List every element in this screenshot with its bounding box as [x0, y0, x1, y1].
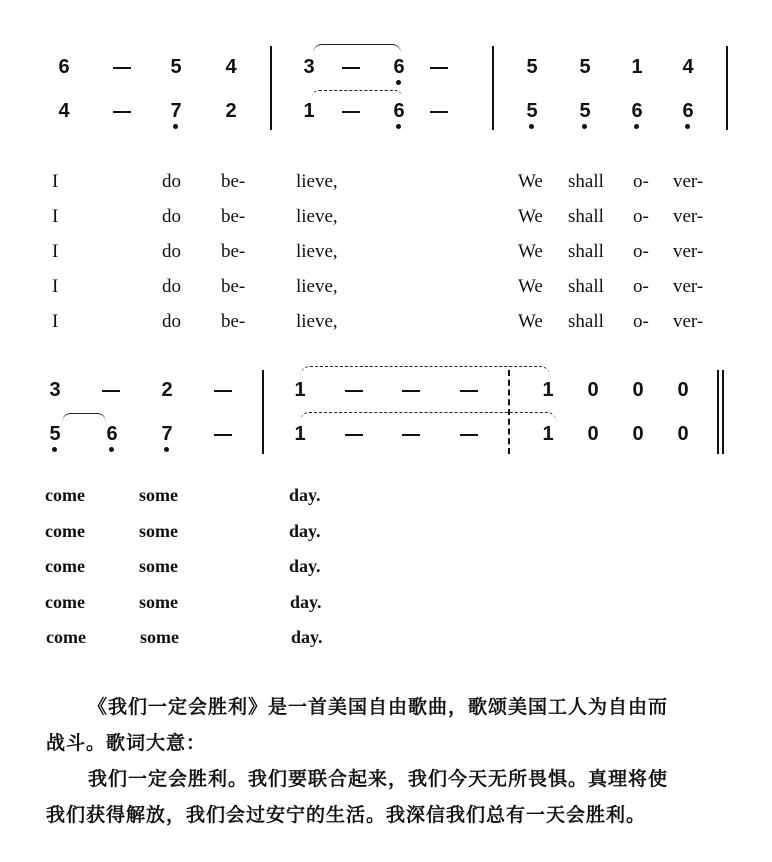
description-line: 我们一定会胜利。我们要联合起来，我们今天无所畏惧。真理将使 [88, 768, 669, 790]
note: 5 [49, 423, 61, 445]
lyric-syllable: I [52, 171, 59, 192]
lyric-syllable: lieve, [296, 311, 338, 332]
lyric-syllable: We [518, 206, 543, 227]
dash-extension [460, 390, 478, 392]
lyric-syllable: shall [568, 311, 604, 332]
lyric-syllable: We [518, 171, 543, 192]
lyric-syllable: ver- [673, 276, 704, 297]
lyric-syllable: some [140, 627, 179, 647]
note: 0 [632, 379, 644, 401]
dash-extension [214, 434, 232, 436]
low-octave-dot [685, 124, 690, 129]
lyric-syllable: be- [221, 206, 246, 227]
lyric-syllable: lieve, [296, 276, 338, 297]
lyric-syllable: I [52, 276, 59, 297]
dash-extension [402, 390, 420, 392]
lyric-syllable: be- [221, 276, 246, 297]
dash-extension [342, 111, 360, 113]
lyric-syllable: We [518, 241, 543, 262]
note: 5 [170, 56, 182, 78]
lyric-syllable: come [45, 485, 85, 505]
tie [313, 44, 401, 53]
bar-line [492, 46, 494, 130]
lyric-syllable: come [45, 556, 85, 576]
final-bar-line [717, 370, 719, 454]
lyric-syllable: We [518, 311, 543, 332]
lyric-syllable: do [162, 276, 181, 297]
lyric-syllable: I [52, 311, 59, 332]
description-line: 我们获得解放，我们会过安宁的生活。我深信我们总有一天会胜利。 [46, 804, 647, 826]
lyric-syllable: some [139, 485, 178, 505]
note: 7 [170, 100, 182, 122]
dash-extension [460, 434, 478, 436]
lyric-syllable: o- [633, 276, 649, 297]
lyric-syllable: some [139, 556, 178, 576]
dash-extension [102, 390, 120, 392]
note: 7 [161, 423, 173, 445]
low-octave-dot [173, 124, 178, 129]
note: 3 [303, 56, 315, 78]
description-line: 战斗。歌词大意： [46, 732, 207, 754]
low-octave-dot [582, 124, 587, 129]
lyric-syllable: day. [289, 485, 321, 505]
note: 1 [542, 379, 554, 401]
slur [62, 413, 106, 422]
dash-extension [345, 390, 363, 392]
note: 4 [682, 56, 694, 78]
lyric-syllable: do [162, 206, 181, 227]
dash-extension [430, 111, 448, 113]
lyric-syllable: ver- [673, 311, 704, 332]
lyric-syllable: lieve, [296, 206, 338, 227]
dash-extension [402, 434, 420, 436]
low-octave-dot [164, 447, 169, 452]
dash-extension [214, 390, 232, 392]
dash-extension [345, 434, 363, 436]
lyric-syllable: o- [633, 311, 649, 332]
description-line: 《我们一定会胜利》是一首美国自由歌曲，歌颂美国工人为自由而 [88, 696, 669, 718]
tie [300, 412, 556, 421]
note: 1 [294, 379, 306, 401]
lyric-syllable: be- [221, 171, 246, 192]
low-octave-dot [529, 124, 534, 129]
lyric-syllable: I [52, 241, 59, 262]
lyric-syllable: shall [568, 206, 604, 227]
note: 5 [526, 100, 538, 122]
note: 1 [294, 423, 306, 445]
low-octave-dot [634, 124, 639, 129]
dash-extension [113, 111, 131, 113]
low-octave-dot [396, 80, 401, 85]
lyric-syllable: come [46, 627, 86, 647]
note: 0 [587, 379, 599, 401]
lyric-syllable: lieve, [296, 171, 338, 192]
note: 0 [677, 379, 689, 401]
lyric-syllable: We [518, 276, 543, 297]
note: 2 [161, 379, 173, 401]
low-octave-dot [109, 447, 114, 452]
lyric-syllable: do [162, 241, 181, 262]
note: 2 [225, 100, 237, 122]
note: 6 [631, 100, 643, 122]
note: 1 [542, 423, 554, 445]
note: 1 [303, 100, 315, 122]
lyric-syllable: o- [633, 241, 649, 262]
lyric-syllable: o- [633, 171, 649, 192]
bar-line [726, 46, 728, 130]
note: 5 [579, 100, 591, 122]
lyric-syllable: lieve, [296, 241, 338, 262]
lyric-syllable: be- [221, 311, 246, 332]
note: 1 [631, 56, 643, 78]
lyric-syllable: I [52, 206, 59, 227]
bar-line [270, 46, 272, 130]
note: 6 [58, 56, 70, 78]
lyric-syllable: come [45, 592, 85, 612]
final-bar-line [722, 370, 724, 454]
note: 5 [526, 56, 538, 78]
bar-line-dashed [508, 370, 510, 454]
note: 6 [393, 56, 405, 78]
lyric-syllable: be- [221, 241, 246, 262]
tie [312, 90, 402, 97]
lyric-syllable: ver- [673, 171, 704, 192]
bar-line [262, 370, 264, 454]
note: 4 [225, 56, 237, 78]
note: 0 [677, 423, 689, 445]
lyric-syllable: do [162, 311, 181, 332]
lyric-syllable: day. [291, 627, 323, 647]
note: 6 [106, 423, 118, 445]
lyric-syllable: o- [633, 206, 649, 227]
lyric-syllable: some [139, 521, 178, 541]
note: 6 [682, 100, 694, 122]
lyric-syllable: ver- [673, 206, 704, 227]
low-octave-dot [52, 447, 57, 452]
lyric-syllable: shall [568, 241, 604, 262]
note: 5 [579, 56, 591, 78]
note: 3 [49, 379, 61, 401]
note: 0 [632, 423, 644, 445]
note: 4 [58, 100, 70, 122]
tie [300, 366, 550, 377]
lyric-syllable: do [162, 171, 181, 192]
lyric-syllable: shall [568, 276, 604, 297]
lyric-syllable: come [45, 521, 85, 541]
lyric-syllable: ver- [673, 241, 704, 262]
dash-extension [430, 67, 448, 69]
lyric-syllable: shall [568, 171, 604, 192]
low-octave-dot [396, 124, 401, 129]
lyric-syllable: some [139, 592, 178, 612]
note: 0 [587, 423, 599, 445]
dash-extension [342, 67, 360, 69]
lyric-syllable: day. [289, 556, 321, 576]
note: 6 [393, 100, 405, 122]
lyric-syllable: day. [289, 521, 321, 541]
lyric-syllable: day. [290, 592, 322, 612]
dash-extension [113, 67, 131, 69]
